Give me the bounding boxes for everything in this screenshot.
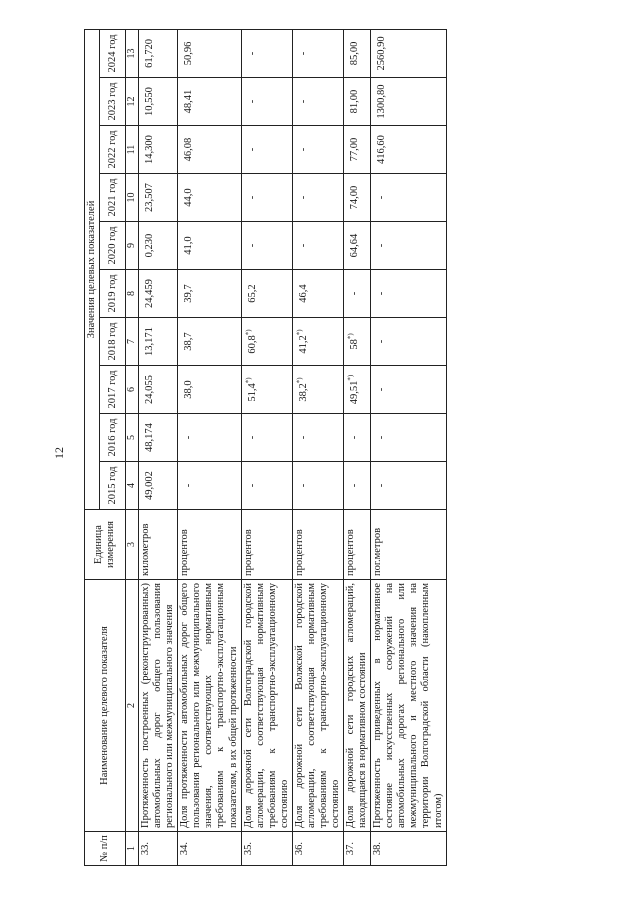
value-text: 46,4 — [297, 284, 309, 303]
value-text: 51,4 — [246, 383, 258, 402]
value-text: 24,055 — [144, 375, 156, 404]
value-cell — [139, 78, 178, 126]
value-text: 38,0 — [183, 380, 195, 399]
row-number-cell: 36. — [292, 832, 343, 866]
value-text: 14,300 — [144, 135, 156, 164]
header-values-group: Значения целевых показателей — [85, 29, 100, 509]
value-text: 13,171 — [144, 327, 156, 356]
footnote-mark: *) — [346, 333, 355, 340]
value-text: - — [183, 483, 195, 488]
header-year: 2018 год — [100, 318, 126, 366]
value-cell — [371, 270, 446, 318]
header-unit: Единица измерения — [85, 510, 126, 580]
value-text: - — [246, 195, 258, 200]
value-text: - — [376, 195, 388, 200]
value-cell — [292, 318, 343, 366]
value-cell — [371, 366, 446, 414]
column-index-cell: 1 — [126, 832, 139, 866]
unit-cell: процентов — [292, 510, 343, 580]
value-cell — [292, 222, 343, 270]
value-text: 44,0 — [183, 188, 195, 207]
value-text: 38,7 — [183, 332, 195, 351]
header-year: 2015 год — [100, 462, 126, 510]
value-cell — [241, 78, 292, 126]
value-cell — [292, 270, 343, 318]
column-index-cell: 10 — [126, 174, 139, 222]
value-text: 41,2 — [297, 335, 309, 354]
value-text: 61,720 — [144, 39, 156, 68]
table-row — [241, 29, 292, 865]
header-name: Наименование целевого показателя — [85, 580, 126, 832]
value-cell — [241, 126, 292, 174]
row-number-cell: 34. — [178, 832, 241, 866]
row-number-cell: 33. — [139, 832, 178, 866]
value-text: - — [297, 51, 309, 56]
value-text: 10,550 — [144, 87, 156, 116]
header-num: № п/п — [85, 832, 126, 866]
value-text: 65,2 — [246, 284, 258, 303]
value-text: - — [297, 483, 309, 488]
indicator-name-cell: Протяженность приведенных в нормативное состояние искусственных сооружений на автомобильных дорогах регионального или межмуниципального и местного значения на территории Волгоградской области (накопленным итогом) — [371, 580, 446, 832]
value-cell — [371, 318, 446, 366]
value-cell — [178, 318, 241, 366]
indicator-name-cell: Доля дорожной сети Волгоградской городской агломерации, соответствующая нормативным требованиям к транспортно-эксплуатационному состоянию — [241, 580, 292, 832]
table-row — [371, 29, 446, 865]
value-cell — [139, 126, 178, 174]
header-year: 2017 год — [100, 366, 126, 414]
header-year: 2022 год — [100, 126, 126, 174]
header-year: 2020 год — [100, 222, 126, 270]
value-cell — [139, 318, 178, 366]
value-cell — [344, 174, 371, 222]
value-cell — [241, 222, 292, 270]
column-index-cell: 13 — [126, 29, 139, 77]
value-cell — [139, 174, 178, 222]
column-index-cell: 2 — [126, 580, 139, 832]
value-text: 39,7 — [183, 284, 195, 303]
value-cell — [178, 29, 241, 77]
value-text: 64,64 — [349, 233, 361, 258]
value-cell — [292, 126, 343, 174]
value-cell — [241, 270, 292, 318]
header-year: 2023 год — [100, 78, 126, 126]
footnote-mark: *) — [244, 377, 253, 384]
column-index-cell: 5 — [126, 414, 139, 462]
value-cell — [371, 414, 446, 462]
row-number-cell: 38. — [371, 832, 446, 866]
column-index-cell: 11 — [126, 126, 139, 174]
header-year: 2021 год — [100, 174, 126, 222]
rotated-page — [84, 30, 522, 866]
value-text: 48,41 — [183, 89, 195, 114]
value-cell — [371, 78, 446, 126]
value-text: - — [246, 435, 258, 440]
column-index-cell: 8 — [126, 270, 139, 318]
value-text: 58 — [349, 339, 361, 350]
indicator-name-cell: Протяженность построенных (реконструированных) автомобильных дорог общего пользования регионального или межмуниципального значения — [139, 580, 178, 832]
value-text: 49,002 — [144, 471, 156, 500]
table-row — [139, 29, 178, 865]
footnote-mark: *) — [295, 377, 304, 384]
value-text: - — [246, 243, 258, 248]
value-cell — [178, 366, 241, 414]
row-number-cell: 37. — [344, 832, 371, 866]
value-text: - — [297, 99, 309, 104]
value-text: - — [297, 195, 309, 200]
value-cell — [292, 29, 343, 77]
value-text: 2560,90 — [376, 36, 388, 71]
value-cell — [241, 414, 292, 462]
value-text: 416,60 — [376, 135, 388, 164]
value-text: 41,0 — [183, 236, 195, 255]
value-text: 48,174 — [144, 423, 156, 452]
value-text: - — [246, 147, 258, 152]
value-cell — [178, 270, 241, 318]
table-row — [292, 29, 343, 865]
unit-cell: процентов — [344, 510, 371, 580]
column-index-cell: 9 — [126, 222, 139, 270]
column-index-cell: 6 — [126, 366, 139, 414]
value-cell — [178, 126, 241, 174]
value-cell — [292, 462, 343, 510]
page-number: 12 — [52, 447, 66, 459]
header-year: 2024 год — [100, 29, 126, 77]
value-cell — [241, 174, 292, 222]
unit-cell: пог.метров — [371, 510, 446, 580]
footnote-mark: *) — [346, 374, 355, 381]
value-text: - — [376, 243, 388, 248]
value-cell — [371, 29, 446, 77]
value-text: - — [297, 147, 309, 152]
value-cell — [139, 366, 178, 414]
value-cell — [344, 270, 371, 318]
value-text: - — [349, 483, 361, 488]
value-cell — [178, 78, 241, 126]
value-cell — [241, 366, 292, 414]
indicator-name-cell: Доля протяженности автомобильных дорог общего пользования регионального или межмуниципального значения, соответствующих нормативным требованиям к транспортно-эксплуатационным показателям, в их общей протяженности — [178, 580, 241, 832]
unit-cell: процентов — [178, 510, 241, 580]
value-cell — [178, 222, 241, 270]
indicator-name-cell: Доля дорожной сети Волжской городской агломерации, соответствующая нормативным требованиям к транспортно-эксплуатационному состоянию — [292, 580, 343, 832]
value-text: - — [376, 387, 388, 392]
value-text: - — [246, 483, 258, 488]
value-cell — [371, 462, 446, 510]
unit-cell: процентов — [241, 510, 292, 580]
value-cell — [292, 366, 343, 414]
value-cell — [371, 222, 446, 270]
value-cell — [344, 78, 371, 126]
value-text: 77,00 — [349, 137, 361, 162]
value-text: 74,00 — [349, 185, 361, 210]
value-text: - — [376, 483, 388, 488]
value-text: 50,96 — [183, 41, 195, 66]
value-cell — [292, 414, 343, 462]
value-text: - — [376, 435, 388, 440]
column-index-cell: 3 — [126, 510, 139, 580]
value-cell — [139, 462, 178, 510]
table-row — [344, 29, 371, 865]
value-cell — [241, 462, 292, 510]
value-cell — [371, 174, 446, 222]
value-cell — [292, 78, 343, 126]
value-text: 46,08 — [183, 137, 195, 162]
value-text: 85,00 — [349, 41, 361, 66]
column-index-cell: 4 — [126, 462, 139, 510]
value-text: 0,230 — [144, 233, 156, 258]
value-cell — [241, 318, 292, 366]
unit-cell: километров — [139, 510, 178, 580]
value-cell — [241, 29, 292, 77]
value-text: 38,2 — [297, 383, 309, 402]
value-cell — [139, 222, 178, 270]
target-indicators-table — [84, 29, 447, 866]
value-text: 1300,80 — [376, 84, 388, 119]
value-cell — [178, 174, 241, 222]
value-cell — [178, 462, 241, 510]
footnote-mark: *) — [244, 329, 253, 336]
value-text: - — [246, 99, 258, 104]
value-cell — [344, 414, 371, 462]
value-text: 81,00 — [349, 89, 361, 114]
value-text: - — [349, 291, 361, 296]
value-cell — [139, 270, 178, 318]
value-text: 24,459 — [144, 279, 156, 308]
value-text: - — [376, 339, 388, 344]
value-cell — [344, 222, 371, 270]
footnote-mark: *) — [295, 329, 304, 336]
value-text: - — [246, 51, 258, 56]
value-cell — [344, 126, 371, 174]
value-text: - — [349, 435, 361, 440]
value-cell — [344, 462, 371, 510]
value-cell — [344, 318, 371, 366]
header-year: 2019 год — [100, 270, 126, 318]
value-text: 49,51 — [349, 380, 361, 405]
column-index-cell: 12 — [126, 78, 139, 126]
value-cell — [139, 29, 178, 77]
value-text: 60,8 — [246, 335, 258, 354]
value-text: - — [183, 435, 195, 440]
value-cell — [292, 174, 343, 222]
header-year: 2016 год — [100, 414, 126, 462]
value-cell — [371, 126, 446, 174]
table-row — [178, 29, 241, 865]
value-text: 23,507 — [144, 183, 156, 212]
value-cell — [344, 366, 371, 414]
column-index-cell: 7 — [126, 318, 139, 366]
value-cell — [178, 414, 241, 462]
value-cell — [344, 29, 371, 77]
indicator-name-cell: Доля дорожной сети городских агломераций, находящаяся в нормативном состоянии — [344, 580, 371, 832]
value-cell — [139, 414, 178, 462]
value-text: - — [297, 435, 309, 440]
value-text: - — [297, 243, 309, 248]
row-number-cell: 35. — [241, 832, 292, 866]
value-text: - — [376, 291, 388, 296]
